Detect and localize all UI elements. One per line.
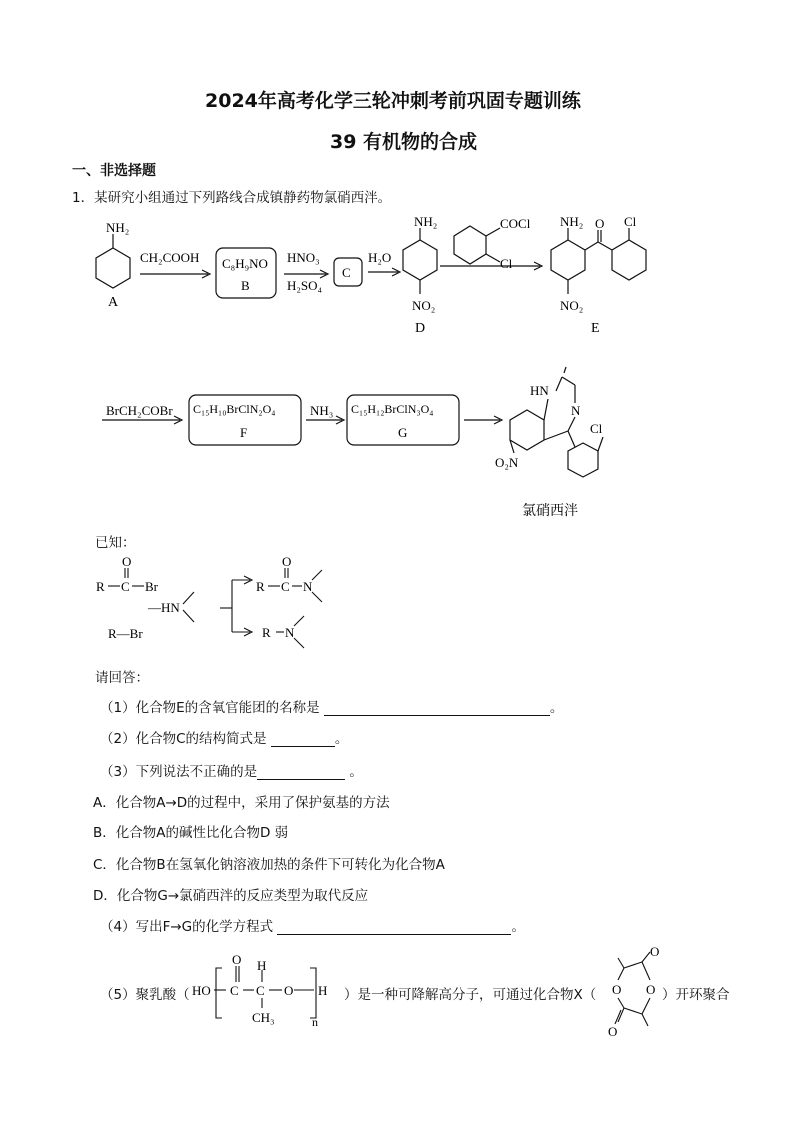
- question-1-text: （1）化合物E的含氧官能团的名称是: [100, 700, 320, 716]
- known-rbr: R—Br: [108, 626, 143, 641]
- benzene-ring-reagent: [454, 226, 486, 264]
- pla-h: H: [257, 958, 267, 973]
- label-reagent-2-bottom: H₂SO₄: [287, 278, 323, 293]
- lactide-o-right: O: [646, 982, 656, 997]
- known-r1: R: [96, 579, 105, 594]
- label-product-o2n: O₂N: [495, 455, 519, 470]
- question-4-text: （4）写出F→G的化学方程式: [100, 919, 274, 935]
- section-heading: 一、非选择题: [72, 163, 156, 179]
- label-reagent-4: BrCH₂COBr: [106, 403, 173, 418]
- answer-prompt: 请回答：: [95, 670, 149, 686]
- known-reaction-scheme: [0, 548, 794, 658]
- label-g-formula: C₁₅H₁₂BrClN₃O₄: [351, 402, 434, 416]
- label-compound-f: F: [240, 425, 248, 440]
- known-p2-n: N: [285, 625, 295, 640]
- label-product-cl: Cl: [590, 421, 603, 436]
- label-compound-a: A: [108, 295, 119, 310]
- benzene-ring-e1: [551, 240, 585, 280]
- label-reagent-cocl: COCl: [500, 216, 531, 231]
- known-p1-o: O: [282, 554, 292, 569]
- label-reagent-cl: Cl: [500, 256, 513, 271]
- question-5-middle: ）是一种可降解高分子，可通过化合物X（: [344, 987, 597, 1003]
- label-compound-b: B: [241, 278, 250, 293]
- question-4: [100, 915, 525, 935]
- option-a: A．化合物A→D的过程中，采用了保护氨基的方法: [93, 795, 390, 811]
- answer-blank-1[interactable]: [324, 701, 550, 716]
- question-intro: 1．某研究小组通过下列路线合成镇静药物氯硝西泮。: [72, 190, 392, 206]
- question-3-text: （3）下列说法不正确的是: [100, 764, 258, 780]
- question-2: [100, 727, 348, 747]
- label-reagent-3: H₂O: [368, 250, 392, 265]
- label-a-nh2: NH₂: [106, 220, 130, 235]
- question-1-end: 。: [549, 700, 564, 716]
- pla-c: C: [230, 983, 239, 998]
- option-c: C．化合物B在氢氧化钠溶液加热的条件下可转化为化合物A: [93, 857, 445, 873]
- answer-blank-4[interactable]: [277, 920, 511, 935]
- pla-ch3: CH₃: [252, 1010, 275, 1025]
- benzene-ring-product1: [510, 410, 544, 450]
- lactide-o-bottom: O: [608, 1024, 618, 1039]
- label-compound-g: G: [398, 425, 408, 440]
- question-3: [100, 760, 363, 780]
- known-p1-n: N: [303, 579, 313, 594]
- option-b: B．化合物A的碱性比化合物D 弱: [93, 825, 289, 841]
- question-3-end: 。: [349, 764, 363, 780]
- benzene-ring-product2: [568, 443, 598, 477]
- benzene-ring-e2: [612, 240, 646, 280]
- label-compound-d: D: [415, 321, 426, 336]
- known-p1-c: C: [281, 579, 290, 594]
- label-e-o: O: [595, 216, 605, 231]
- known-p1-r: R: [256, 579, 265, 594]
- question-2-text: （2）化合物C的结构简式是: [100, 731, 267, 747]
- pla-c2: C: [256, 983, 265, 998]
- label-f-formula: C₁₅H₁₀BrClN₂O₄: [193, 402, 276, 416]
- lactide-o-top: O: [650, 944, 660, 959]
- option-d: D．化合物G→氯硝西泮的反应类型为取代反应: [93, 888, 369, 904]
- lactide-o-left: O: [612, 982, 622, 997]
- question-5-lead: （5）聚乳酸（: [100, 987, 190, 1003]
- label-reagent-5: NH₃: [310, 403, 334, 418]
- label-e-cl: Cl: [624, 214, 637, 229]
- synthesis-scheme-row2: [0, 355, 794, 525]
- label-reagent-1: CH₂COOH: [140, 250, 200, 265]
- label-product-name: 氯硝西泮: [522, 503, 578, 519]
- label-compound-e: E: [591, 321, 600, 336]
- known-br: Br: [145, 579, 158, 594]
- label-d-nh2: NH₂: [414, 214, 438, 229]
- known-amine: —HN: [148, 600, 180, 615]
- label-e-no2: NO₂: [560, 298, 584, 313]
- polylactic-acid-structure: [190, 948, 345, 1028]
- synthesis-scheme-row1: [0, 210, 794, 350]
- label-b-formula: C₈H₉NO: [222, 256, 268, 271]
- document-subtitle: 39 有机物的合成: [330, 131, 478, 153]
- pla-h-end: H: [318, 983, 328, 998]
- lactide-structure: [600, 940, 670, 1040]
- label-product-hn: HN: [530, 383, 549, 398]
- label-e-nh2: NH₂: [560, 214, 584, 229]
- answer-blank-3[interactable]: [257, 765, 345, 780]
- benzene-ring-d: [403, 240, 437, 280]
- label-reagent-2-top: HNO₃: [287, 250, 320, 265]
- benzene-ring-a: [96, 248, 130, 288]
- question-2-end: 。: [334, 731, 349, 747]
- question-5-end: ）开环聚合: [662, 987, 730, 1003]
- pla-n: n: [312, 1015, 318, 1028]
- label-product-n: N: [571, 403, 581, 418]
- document-title: 2024年高考化学三轮冲刺考前巩固专题训练: [205, 90, 581, 112]
- known-p2-r: R: [262, 625, 271, 640]
- label-compound-c: C: [342, 265, 351, 280]
- known-o: O: [122, 554, 132, 569]
- known-label: 已知：: [95, 535, 136, 551]
- label-d-no2: NO₂: [412, 298, 436, 313]
- answer-blank-2[interactable]: [271, 732, 335, 747]
- known-c: C: [121, 579, 130, 594]
- pla-o-top: O: [232, 952, 242, 967]
- question-1: [100, 696, 563, 716]
- pla-o: O: [284, 983, 294, 998]
- question-4-end: 。: [511, 919, 525, 935]
- pla-ho: HO: [192, 983, 211, 998]
